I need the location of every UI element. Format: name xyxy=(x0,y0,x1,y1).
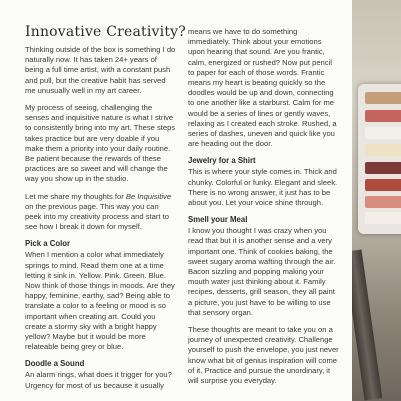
left-column xyxy=(25,26,177,398)
paint-pan xyxy=(365,196,401,208)
intro-paragraph: Thinking outside of the box is something I do naturally now. It has taken 24+ years of being a full time artist, with a constant push and pull, but the creative habit has served me unusually well in my art career. xyxy=(25,45,176,95)
shirt-paragraph: This is where your style comes in. Thick and chunky. Colorful or funky. Elegant and sleek. There is no wrong answer, it just has to be about you. Let your voice shine through. xyxy=(188,167,338,208)
paint-pan xyxy=(365,179,401,191)
paint-pan xyxy=(365,110,401,122)
smell-paragraph: I know you thought I was crazy when you read that but it is another sense and a very important one. Think of cookies baking, the sweet sugary aroma wafting through the air. Bacon sizzling and popping making your mouth water just thinking about it. Family recipes, desserts, grill season, they all paint a picture, you just have to be willing to use that sensory organ. xyxy=(188,226,336,317)
sound-paragraph: An alarm rings, what does it trigger for you? Urgency for most of us because it usually xyxy=(25,370,172,390)
sound-continued-paragraph: means we have to do something immediately. Think about your emotions upon hearing that sound. Are you frantic, calm, energized or rushed? Now put pencil to paper for each of those words. Frantic means my heart is beating quickly so the doodles would be up and down, connecting to one another like a starburst. Calm for me would be a series of lines or gently waves, relaxing as I created each stroke. Rushed, a series of dashes, uneven and quick like you are heading out the door. xyxy=(188,27,337,149)
heading-doodle-a-sound: Doodle a Sound xyxy=(25,359,85,369)
paintbrush xyxy=(352,249,382,400)
heading-smell-your-meal: Smell your Meal xyxy=(188,215,248,225)
paint-pan xyxy=(365,92,401,104)
be-inquisitive-reference: Be Inquisitive xyxy=(125,191,172,201)
paint-pan xyxy=(365,162,401,174)
paint-palette xyxy=(358,84,401,234)
watercolor-palette-photo xyxy=(352,0,401,401)
share-paragraph: Let me share my thoughts for Be Inquisitive on the previous page. This way you can peek into my creativity process and start to see how I break it down for myself. xyxy=(25,191,172,232)
paint-pan xyxy=(365,144,401,156)
heading-jewelry-for-a-shirt: Jewelry for a Shirt xyxy=(188,156,256,166)
paint-pan xyxy=(365,127,401,139)
right-column xyxy=(188,27,340,393)
process-paragraph: My process of seeing, challenging the senses and inquisitive nature is what I strive to consistently bring into my art. These steps takes practice but are very doable if you make them a priority into your daily routine. Be patient because the rewards of these practices are so sweet and will change the way you show up in the studio. xyxy=(25,103,176,184)
heading-pick-a-color: Pick a Color xyxy=(25,239,71,249)
paint-pan xyxy=(365,212,401,224)
closing-paragraph: These thoughts are meant to take you on a journey of unexpected creativity. Challenge yourself to push the envelope, you just never know what bit of genius inspiration will come of it. Practice and pursue the unordinary, it will surprise you everyday. xyxy=(188,325,339,386)
page-title: Innovative Creativity? xyxy=(25,24,186,40)
color-paragraph: When I mention a color what immediately springs to mind. Read them one at a time letting it sink in. Yellow. Pink. Green. Blue. Now think of those things in moods. Are they happy, feminine, earthy, sad? Being able to translate a color to a feeling or mood is so important when creating art. Could you create a stormy sky with a bright happy yellow? Maybe but it would be more relateable being grey or blue. xyxy=(25,250,175,352)
